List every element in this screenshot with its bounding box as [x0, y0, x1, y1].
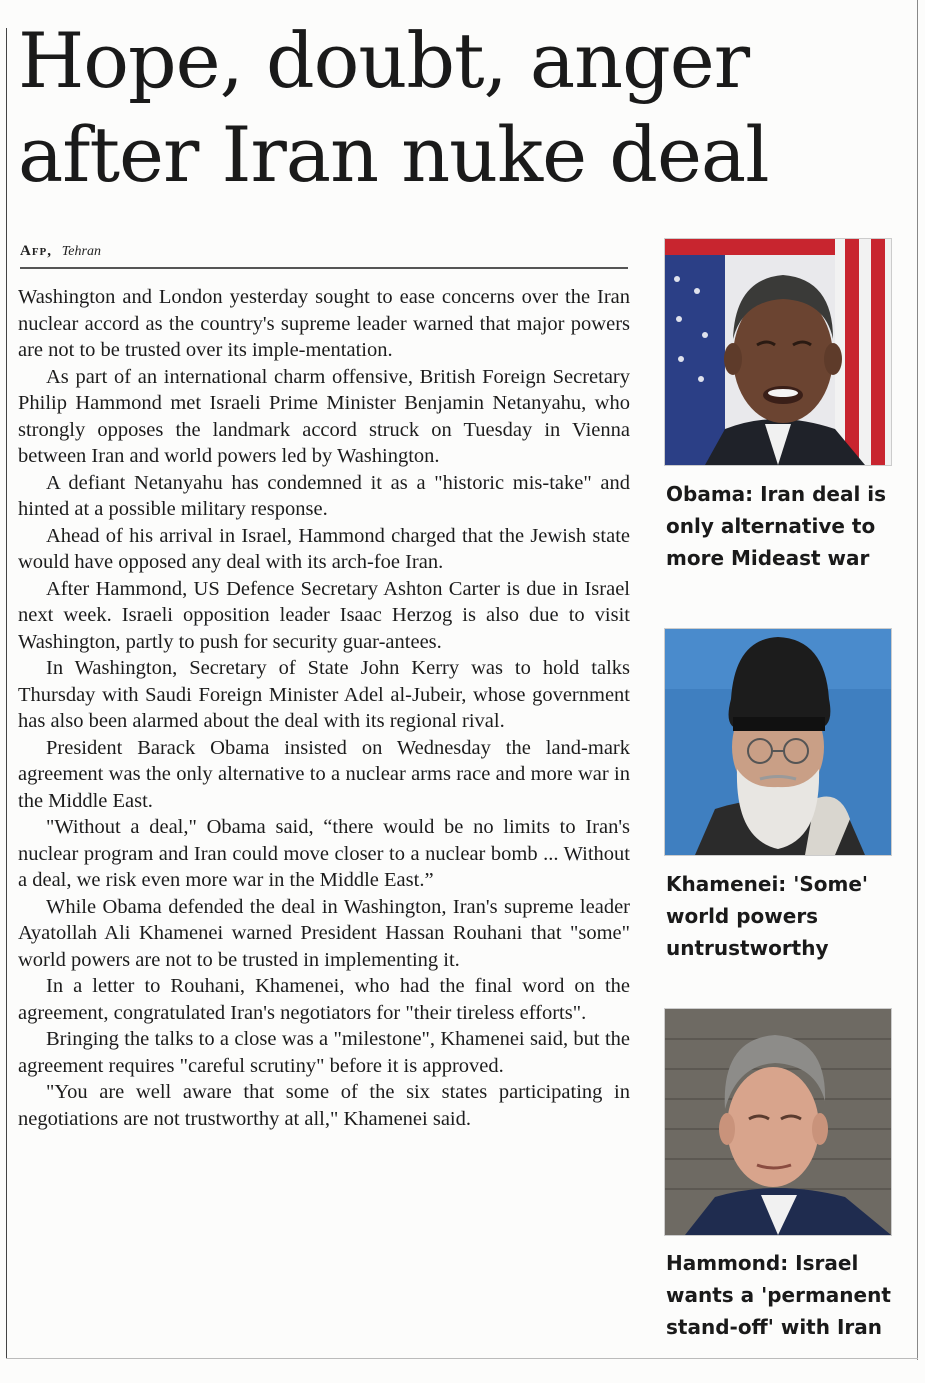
article-paragraph: President Barack Obama insisted on Wednesday the land-mark agreement was the only alternative to a nuclear arms race and more war in the Middle East.: [18, 736, 630, 812]
article-paragraph: "Without a deal," Obama said, “there would be no limits to Iran's nuclear program and Iran could move closer to a nuclear bomb ... Without a deal, we risk even more war in the Middle East.”: [18, 816, 630, 891]
article-paragraph: Bringing the talks to a close was a "milestone", Khamenei said, but the agreement requires "careful scrutiny" before it is approved.: [18, 1028, 630, 1077]
article-paragraph: As part of an international charm offensive, British Foreign Secretary Philip Hammond met Israeli Prime Minister Benjamin Netanyahu, who strongly opposes the landmark accord struck on Tuesday in Vienna between Iran and world powers led by Washington.: [18, 365, 630, 467]
article-paragraph: In Washington, Secretary of State John Kerry was to hold talks Thursday with Saudi Foreign Minister Adel al-Jubeir, whose government has also been alarmed about the deal with its regional rival.: [18, 657, 630, 732]
bottom-page-edge: [6, 1358, 918, 1359]
obama-photo: [664, 238, 892, 466]
headline-line-1: Hope, doubt, anger: [18, 16, 750, 105]
article-paragraph: "You are well aware that some of the six states participating in negotiations are not trustworthy at all," Khamenei said.: [18, 1081, 630, 1130]
article-paragraph: In a letter to Rouhani, Khamenei, who had the final word on the agreement, congratulated Iran's negotiators for "their tireless efforts".: [18, 975, 630, 1024]
article-paragraph: A defiant Netanyahu has condemned it as a "historic mis-take" and hinted at a possible military response.: [18, 471, 630, 520]
headline: [18, 14, 898, 202]
article-paragraph: While Obama defended the deal in Washington, Iran's supreme leader Ayatollah Ali Khamenei warned President Hassan Rouhani that "some" world powers are not to be trusted in implementing it.: [18, 895, 630, 971]
khamenei-caption: Khamenei: 'Some' world powers untrustworthy: [666, 872, 869, 960]
article-paragraph: After Hammond, US Defence Secretary Ashton Carter is due in Israel next week. Israeli opposition leader Isaac Herzog is also due to visit Washington, partly to push for security guar-antees.: [18, 577, 630, 653]
headline-line-2: after Iran nuke deal: [18, 110, 769, 199]
right-page-edge: [917, 0, 918, 1360]
hammond-photo: [664, 1008, 892, 1236]
byline-dateline: Tehran: [61, 244, 101, 259]
left-column-rule: [6, 28, 7, 1358]
obama-caption: Obama: Iran deal is only alternative to more Mideast war: [666, 482, 887, 570]
hammond-caption: Hammond: Israel wants a 'permanent stand-off' with Iran: [666, 1251, 891, 1339]
article-paragraph: Ahead of his arrival in Israel, Hammond charged that the Jewish state would have opposed any deal with its arch-foe Iran.: [18, 524, 630, 573]
byline: [20, 243, 628, 269]
byline-agency: Afp,: [20, 243, 53, 259]
article-body: [18, 284, 630, 1132]
article-paragraph: Washington and London yesterday sought to ease concerns over the Iran nuclear accord as the country's supreme leader warned that major powers are not to be trusted over its imple-mentation.: [18, 286, 630, 361]
khamenei-photo: [664, 628, 892, 856]
